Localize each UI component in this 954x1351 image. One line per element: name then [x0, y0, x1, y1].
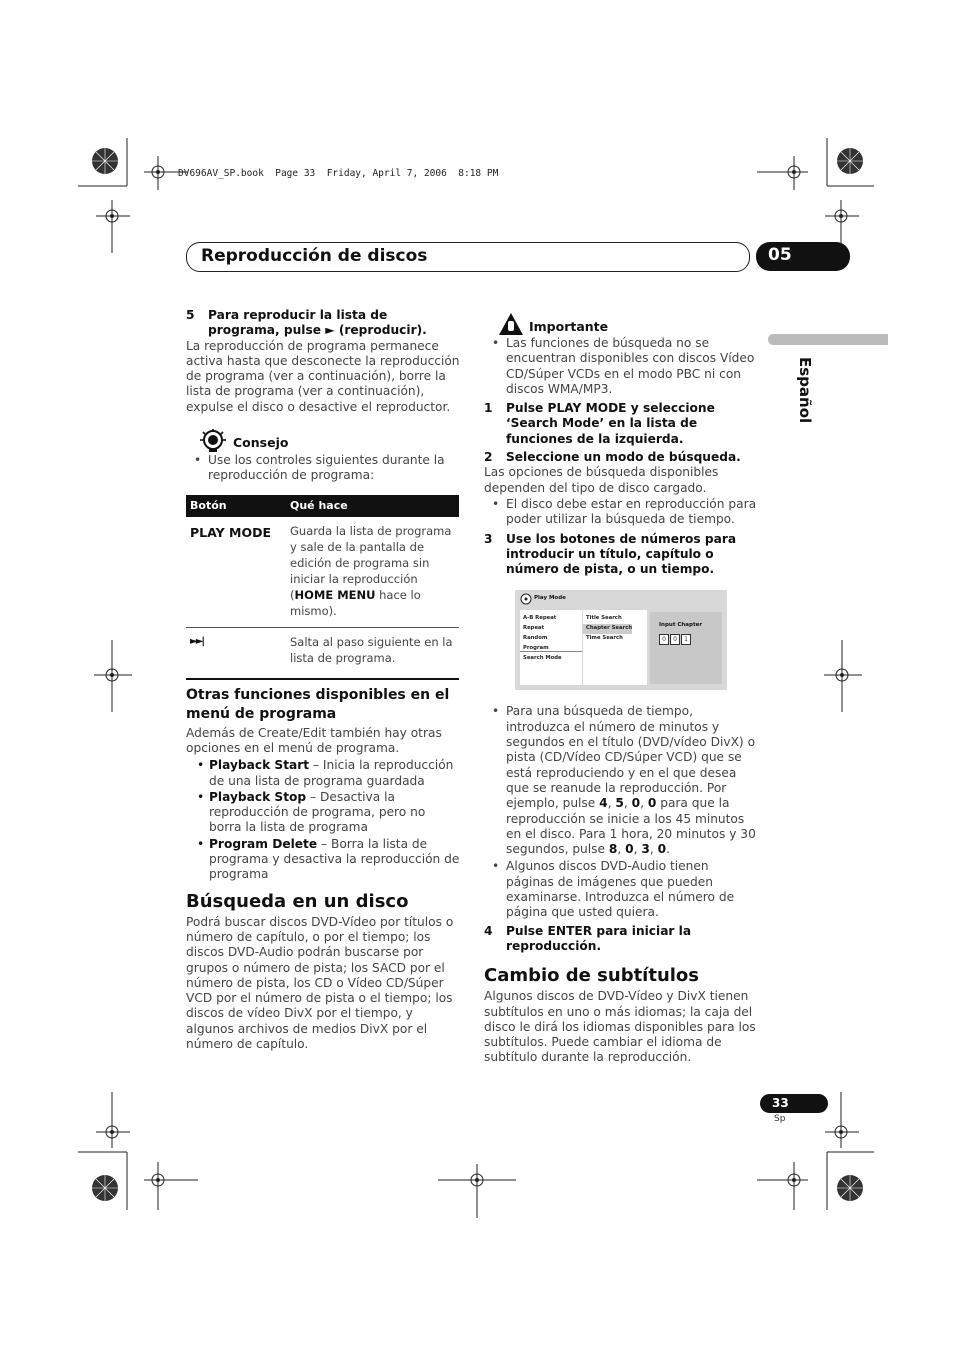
- osd-menu-highlight-line: [520, 651, 582, 652]
- table-header-button: Botón: [190, 499, 227, 513]
- tip-label: Consejo: [233, 435, 289, 451]
- crop-mark-mid-right: [820, 640, 880, 720]
- crop-mark-top-right: [752, 138, 882, 258]
- chapter-number: 05: [768, 245, 792, 265]
- disc-icon: [520, 593, 532, 605]
- step-3: [484, 532, 758, 578]
- tip-bullet: • Use los controles siguientes durante la reproducción de programa:: [186, 453, 460, 484]
- osd-menu-item[interactable]: Search Mode: [523, 654, 562, 661]
- osd-input-panel: [650, 612, 722, 684]
- osd-sub-panel: [583, 610, 647, 685]
- chapter-title: Reproducción de discos: [201, 246, 428, 266]
- subtitles-body: Algunos discos de DVD-Vídeo y DivX tienen subtítulos en uno o más idiomas; la caja del disco le dirá los idiomas disponibles para los subtítulos. Puede cambiar el idioma de subtítulo durante la reproducción.: [484, 989, 756, 1065]
- table-cell-button: PLAY MODE: [190, 524, 271, 540]
- osd-menu-item[interactable]: A-B Repeat: [523, 615, 557, 622]
- osd-sub-item[interactable]: Time Search: [586, 635, 623, 642]
- osd-sub-item[interactable]: Title Search: [586, 615, 622, 622]
- section-rule: [186, 678, 459, 680]
- controls-table: [186, 495, 459, 674]
- table-cell-description: Salta al paso siguiente en la lista de programa.: [290, 634, 453, 665]
- step-1: [484, 401, 758, 447]
- lightbulb-icon: [200, 429, 226, 453]
- print-header: DV696AV_SP.book Page 33 Friday, April 7, 2006 8:18 PM: [178, 168, 499, 179]
- language-tab: [794, 357, 814, 437]
- page-number: 33: [772, 1096, 789, 1110]
- left-column: [186, 308, 460, 1052]
- table-cell-description: Guarda la lista de programa y sale de la pantalla de edición de programa sin iniciar la reproducción (HOME MENU hace lo mismo).: [290, 523, 452, 618]
- search-body: Podrá buscar discos DVD-Vídeo por títulos o número de capítulo, o por el tiempo; los discos DVD-Audio podrán buscarse por grupos o número de pista; los SACD por el número de pista, los CD o Vídeo CD/Súper VCD por el número de pista o el tiempo; los discos de vídeo DivX por el tiempo, y algunos archivos de medios DivX por el número de capítulo.: [186, 914, 454, 1052]
- step-number: 5: [186, 308, 195, 322]
- time-search-bullet: • Para una búsqueda de tiempo, introduzca el número de minutos y segundos en el título (DVD/vídeo DivX) o pista (CD/Vídeo CD/Súper VCD) que se está reproduciendo y en el que desea que se reanude la reproducción. Por ejemplo, pulse 4, 5, 0, 0 para que la reproducción se inicie a los 45 minutos en el disco. Para 1 hora, 20 minutos y 30 segundos, pulse 8, 0, 3, 0.: [484, 704, 758, 857]
- osd-digit: 0: [659, 634, 669, 645]
- important-header: [484, 312, 758, 336]
- right-column: [484, 312, 758, 1066]
- step-text: Para reproducir la lista de programa, pulse ► (reproducir).: [208, 308, 427, 338]
- osd-menu-item[interactable]: Repeat: [523, 625, 545, 632]
- osd-menu-item[interactable]: Program: [523, 644, 549, 651]
- step-5-body: La reproducción de programa permanece activa hasta que desconecte la reproducción de programa (ver a continuación), borre la lista de programa (ver a continuación), expulse el disco o desactive el reproductor.: [186, 338, 460, 414]
- page-number-badge: [760, 1094, 828, 1113]
- important-bullet: • Las funciones de búsqueda no se encuentran disponibles con discos Vídeo CD/Súper VCDs en el modo PBC ni con discos WMA/MP3.: [484, 336, 758, 397]
- warning-hand-icon: [498, 312, 524, 336]
- step-4: [484, 924, 758, 955]
- osd-menu-item[interactable]: Random: [523, 635, 548, 642]
- osd-digit-field[interactable]: [659, 634, 691, 645]
- step-number: 3: [484, 531, 493, 546]
- osd-input-label: Input Chapter: [659, 622, 703, 629]
- other-functions-intro: Además de Create/Edit también hay otras opciones en el menú de programa.: [186, 725, 442, 755]
- step-text: Pulse ENTER para iniciar la reproducción.: [506, 923, 692, 953]
- osd-title: Play Mode: [534, 595, 566, 602]
- step-5: [186, 308, 460, 339]
- list-item: • Program Delete – Borra la lista de programa y desactiva la reproducción de programa: [186, 837, 460, 883]
- step-text: Pulse PLAY MODE y seleccione ‘Search Mode’ en la lista de funciones de la izquierda.: [506, 401, 715, 446]
- table-header-row: [186, 495, 459, 517]
- step-number: 2: [484, 450, 493, 465]
- step-number: 1: [484, 401, 493, 416]
- list-item: • Playback Start – Inicia la reproducción de una lista de programa guardada: [186, 758, 460, 789]
- language-tab-bar: [768, 334, 888, 345]
- table-row: [186, 627, 459, 674]
- osd-digit: 1: [681, 634, 691, 645]
- step-number: 4: [484, 923, 493, 938]
- step-text: Use los botones de números para introducir un título, capítulo o número de pista, o un tiempo.: [506, 531, 737, 577]
- search-heading: Búsqueda en un disco: [186, 890, 409, 912]
- dvd-audio-bullet: • Algunos discos DVD-Audio tienen páginas de imágenes que pueden examinarse. Introduzca el número de página que usted quiera.: [484, 859, 758, 920]
- osd-menu-panel: [520, 610, 582, 685]
- table-row: [186, 517, 459, 628]
- page-language: Sp: [774, 1114, 786, 1124]
- step-2-bullet: • El disco debe estar en reproducción para poder utilizar la búsqueda de tiempo.: [484, 497, 758, 528]
- step-2: [484, 450, 758, 465]
- chapter-number-badge: [756, 242, 850, 271]
- important-label: Importante: [529, 319, 609, 334]
- step-text: Seleccione un modo de búsqueda.: [506, 450, 741, 465]
- osd-digit: 0: [670, 634, 680, 645]
- table-header-description: Qué hace: [290, 499, 348, 513]
- crop-mark-top-left: [78, 138, 208, 258]
- crop-mark-mid-left: [80, 640, 140, 720]
- crop-mark-bottom-center: [436, 1160, 518, 1220]
- tip-header: [186, 429, 460, 451]
- chapter-title-bar: [186, 242, 750, 272]
- list-item: • Playback Stop – Desactiva la reproducción de programa, pero no borra la lista de programa: [186, 790, 460, 836]
- step-2-body: Las opciones de búsqueda disponibles dependen del tipo de disco cargado.: [484, 465, 719, 495]
- subtitles-heading: Cambio de subtítulos: [484, 965, 700, 987]
- other-functions-heading: Otras funciones disponibles en el menú de programa: [186, 686, 450, 722]
- osd-sub-item-selected[interactable]: Chapter Search: [583, 624, 632, 634]
- crop-mark-bottom-left: [78, 1092, 208, 1212]
- table-cell-button: ►►|: [190, 635, 204, 647]
- play-mode-screen: [515, 590, 727, 690]
- language-label: Español: [796, 357, 814, 424]
